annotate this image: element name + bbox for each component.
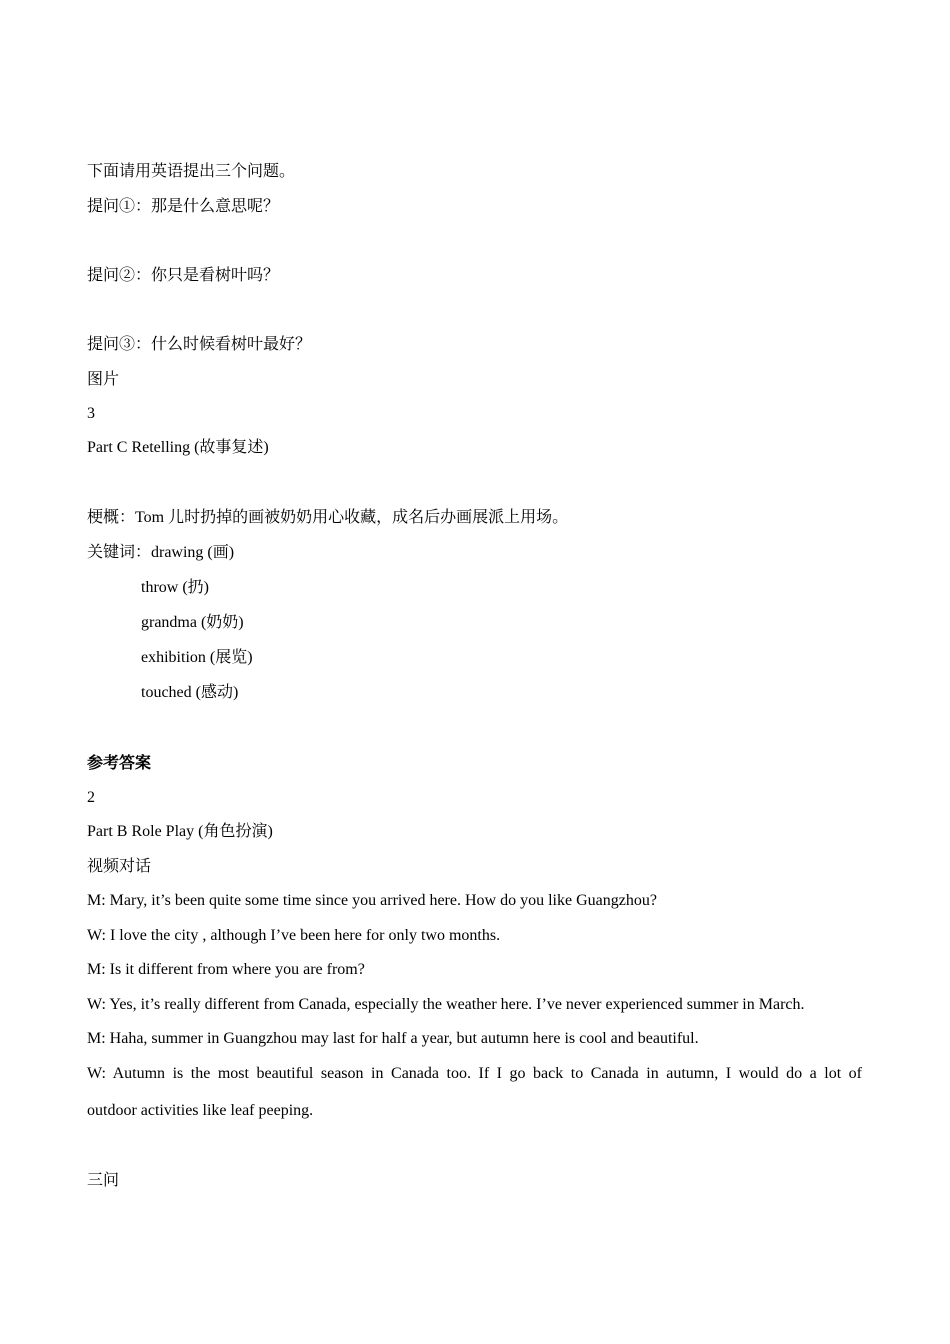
three-questions-label: 三问: [87, 1172, 120, 1189]
keyword-item: grandma (奶奶): [141, 614, 244, 631]
part-c-number: 3: [87, 405, 95, 422]
dialogue-line: M: Mary, it’s been quite some time since you arrived here. How do you like Guangzhou?: [87, 892, 657, 909]
question-2: 提问②：你只是看树叶吗？: [87, 267, 280, 284]
story-summary: 梗概：Tom 儿时扔掉的画被奶奶用心收藏，成名后办画展派上用场。: [87, 509, 569, 526]
dialogue-line: W: Yes, it’s really different from Canada, especially the weather here. I’ve never experienced summer in March.: [87, 996, 805, 1013]
keyword-item: touched (感动): [141, 684, 239, 701]
dialogue-line-continued: outdoor activities like leaf peeping.: [87, 1102, 314, 1119]
part-b-title: Part B Role Play (角色扮演): [87, 823, 273, 840]
questions-intro: 下面请用英语提出三个问题。: [87, 163, 296, 180]
video-dialogue-label: 视频对话: [87, 858, 152, 875]
dialogue-line: M: Is it different from where you are from?: [87, 961, 365, 978]
answers-heading: 参考答案: [87, 755, 152, 772]
dialogue-line: W: Autumn is the most beautiful season in Canada too. If I go back to Canada in autumn, I would do a lot of: [87, 1065, 862, 1082]
part-c-title: Part C Retelling (故事复述): [87, 439, 269, 456]
picture-label: 图片: [87, 371, 120, 388]
question-3: 提问③：什么时候看树叶最好？: [87, 336, 312, 353]
part-b-number: 2: [87, 789, 95, 806]
dialogue-line: M: Haha, summer in Guangzhou may last for half a year, but autumn here is cool and beautiful.: [87, 1030, 699, 1047]
keyword-item: throw (扔): [141, 579, 209, 596]
dialogue-line: W: I love the city , although I’ve been here for only two months.: [87, 927, 501, 944]
question-1: 提问①：那是什么意思呢？: [87, 198, 280, 215]
keywords-label: 关键词：drawing (画): [87, 544, 235, 561]
keyword-item: exhibition (展览): [141, 649, 253, 666]
